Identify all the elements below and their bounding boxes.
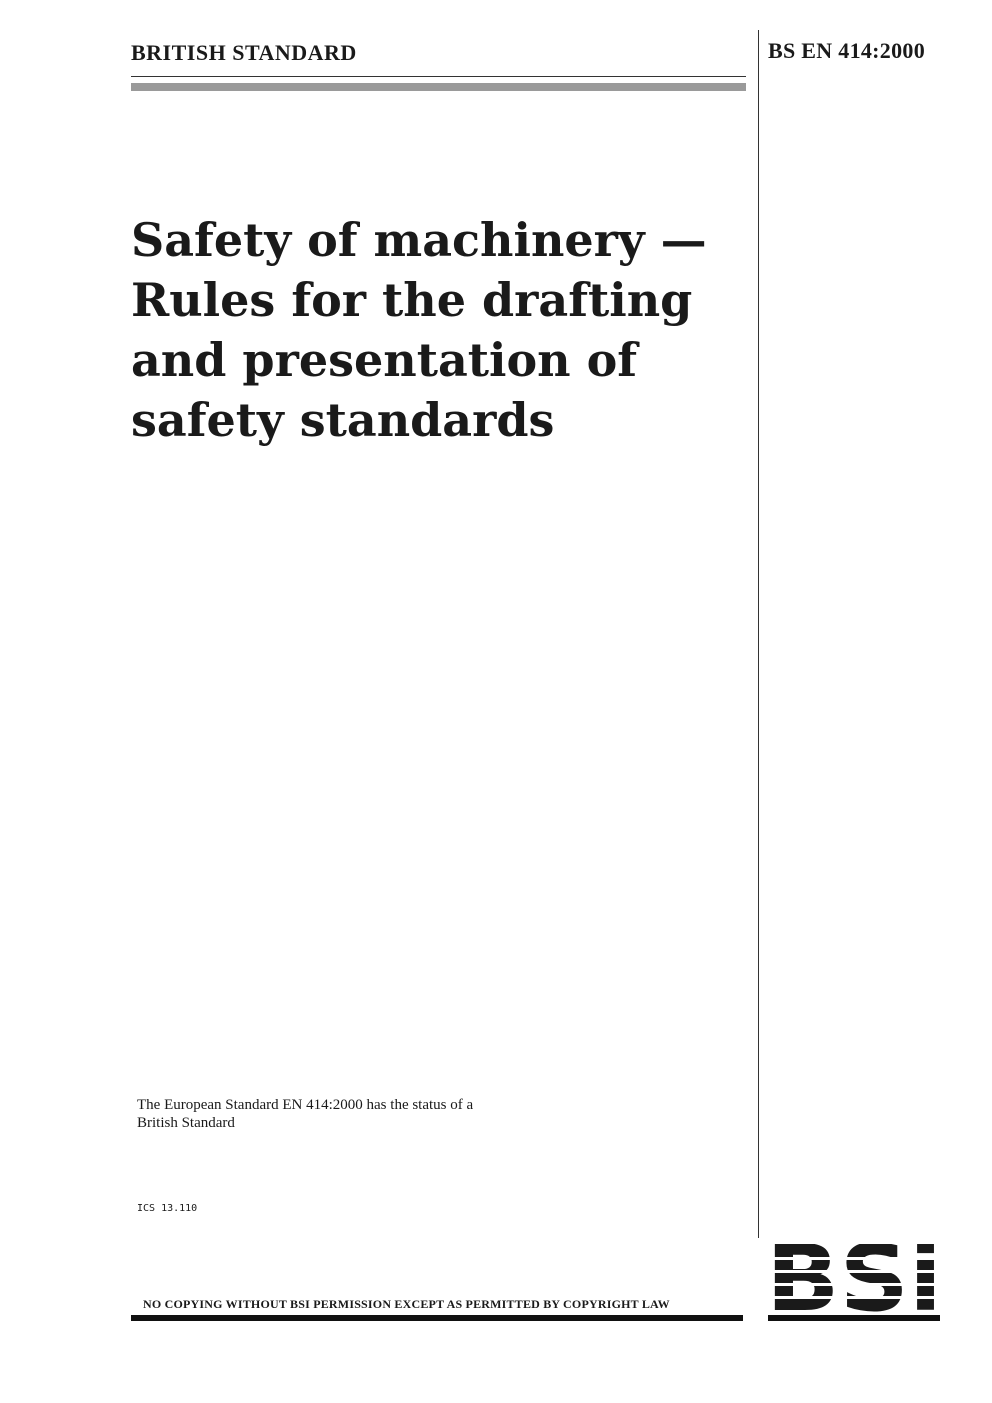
vertical-divider (758, 30, 759, 1238)
status-note-line-1: The European Standard EN 414:2000 has the status of a (137, 1097, 474, 1113)
document-type-label: BRITISH STANDARD (131, 40, 357, 65)
status-note (137, 1096, 557, 1132)
status-note-line-2: British Standard (137, 1115, 235, 1131)
title-line-3: and presentation of (131, 333, 638, 387)
title-line-4: safety standards (131, 393, 555, 447)
standard-number: BS EN 414:2000 (768, 38, 925, 63)
copyright-notice: NO COPYING WITHOUT BSI PERMISSION EXCEPT AS PERMITTED BY COPYRIGHT LAW (143, 1297, 670, 1311)
header-divider-thin (131, 76, 746, 77)
ics-code: ICS 13.110 (137, 1203, 198, 1214)
footer-divider (131, 1315, 743, 1321)
logo-underline (768, 1315, 940, 1321)
title-line-2: Rules for the drafting (131, 273, 693, 327)
header-divider-grey (131, 83, 746, 91)
document-title (131, 210, 741, 450)
title-line-1: Safety of machinery — (131, 213, 707, 267)
bsi-logo-icon (766, 1244, 942, 1312)
